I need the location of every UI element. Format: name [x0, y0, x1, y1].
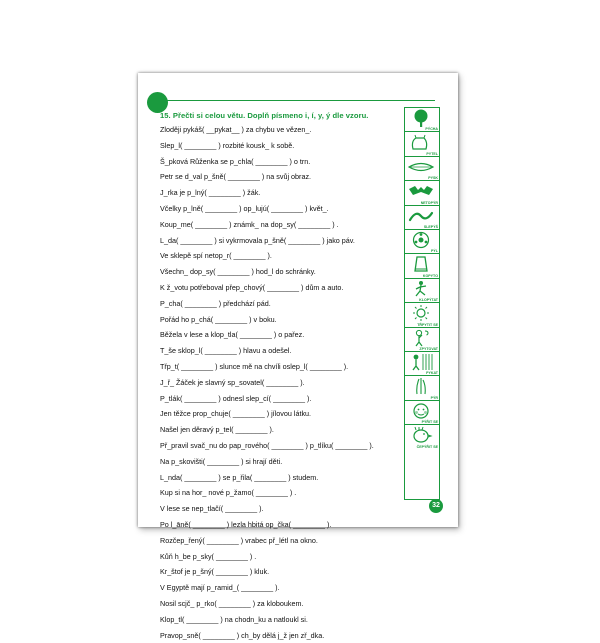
sidebar-item-label: NETOPÝR — [421, 201, 438, 205]
sidebar-item-label: PÝCHA — [425, 127, 438, 131]
sidebar-item — [405, 181, 439, 205]
sidebar-item — [405, 279, 439, 303]
sentence-row: Klop_tl( ________ ) na chodn_ku a natloukl si. — [160, 612, 405, 628]
sentence-row: Ve sklepě spí netop_r( ________ ). — [160, 248, 405, 264]
sentence-row: Na p_skovišti( ________ ) si hrají děti. — [160, 454, 405, 470]
sidebar-item — [405, 254, 439, 278]
sentence-row: P_tlák( ________ ) odnesl slep_cí( ________ ). — [160, 391, 405, 407]
sidebar-item-label: PYTEL — [426, 152, 438, 156]
vyjmenovana-slova-sidebar — [404, 107, 440, 500]
sidebar-item — [405, 425, 439, 449]
sentence-row: Pravop_sně( ________ ) ch_by dělá j_ž jen zř_dka. — [160, 628, 405, 643]
sentence-row: Jen těžce prop_chuje( ________ ) jílovou látku. — [160, 406, 405, 422]
sentence-row: Koup_me( ________ ) známk_ na dop_sy( ________ ) . — [160, 217, 405, 233]
sidebar-item — [405, 401, 439, 425]
sentence-row: Kr_štof je p_šný( ________ ) kluk. — [160, 564, 405, 580]
sidebar-item-label: PÝŘIT SE — [422, 420, 438, 424]
sidebar-item — [405, 352, 439, 376]
exercise-sentences — [160, 122, 405, 643]
sidebar-item-label: ČEPÝŘIT SE — [417, 445, 438, 449]
sentence-row: Š_pková Růženka se p_chla( ________ ) o trn. — [160, 154, 405, 170]
section-dot-icon — [147, 92, 168, 113]
sentence-row: V Egyptě mají p_ramid_( ________ ). — [160, 580, 405, 596]
sentence-row: Třp_t( ________ ) slunce mě na chvíli oslep_l( ________ ). — [160, 359, 405, 375]
sidebar-item — [405, 230, 439, 254]
sentence-row: T_še sklop_l( ________ ) hlavu a odešel. — [160, 343, 405, 359]
sentence-row: Našel jen děravý p_tel( ________ ). — [160, 422, 405, 438]
sentence-row: Běžela v lese a klop_tla( ________ ) o pařez. — [160, 327, 405, 343]
sidebar-item-label: SLEPÝŠ — [424, 225, 438, 229]
sidebar-item-label: PÝL — [431, 249, 438, 253]
sidebar-item-label: PYKAT — [426, 371, 438, 375]
header-rule — [165, 100, 435, 101]
sentence-row: Petr se d_val p_šně( ________ ) na svůj obraz. — [160, 169, 405, 185]
sidebar-item — [405, 328, 439, 352]
sentence-row: Všechn_ dop_sy( ________ ) hod_l do schránky. — [160, 264, 405, 280]
sidebar-item — [405, 303, 439, 327]
sidebar-item — [405, 108, 439, 132]
sidebar-item — [405, 132, 439, 156]
sidebar-item — [405, 206, 439, 230]
sidebar-item-label: KOPYTO — [423, 274, 438, 278]
sentence-row: P_cha( ________ ) předchází pád. — [160, 296, 405, 312]
sidebar-item — [405, 157, 439, 181]
sentence-row: Po l_āně( ________ ) lezla hbitá op_čka( ________ ). — [160, 517, 405, 533]
sentence-row: Rozčep_řený( ________ ) vrabec př_létl na okno. — [160, 533, 405, 549]
sentence-row: Kup si na hor_ nové p_žamo( ________ ) . — [160, 485, 405, 501]
sentence-row: J_ř_ Žáček je slavný sp_sovatel( ________ ). — [160, 375, 405, 391]
sentence-row: J_rka je p_lný( ________ ) žák. — [160, 185, 405, 201]
sidebar-item-label: ZPYTOVAT — [419, 347, 438, 351]
sidebar-item — [405, 376, 439, 400]
page-number: 32 — [429, 499, 443, 513]
sentence-row: V lese se nep_tlačí( ________ ). — [160, 501, 405, 517]
sentence-row: Kůň h_be p_sky( ________ ) . — [160, 549, 405, 565]
sentence-row: Nosil scjč_ p_rko( ________ ) za kloboukem. — [160, 596, 405, 612]
sentence-row: K ž_votu potřeboval přep_chový( ________ ) dům a auto. — [160, 280, 405, 296]
sentence-row: Včelky p_lně( ________ ) op_lujú( ________ ) květ_. — [160, 201, 405, 217]
sidebar-item-label: KLOPÝTAT — [419, 298, 438, 302]
sentence-row: Zloději pykáš( __pykat__ ) za chybu ve vězen_. — [160, 122, 405, 138]
sidebar-item-label: PÝR — [431, 396, 438, 400]
sentence-row: Pořád ho p_chá( ________ ) v boku. — [160, 312, 405, 328]
sentence-row: L_da( ________ ) si vykrmovala p_šně( ________ ) jako páv. — [160, 233, 405, 249]
sentence-row: L_nda( ________ ) se p_řila( ________ ) studem. — [160, 470, 405, 486]
sidebar-item-label: PYSK — [428, 176, 438, 180]
exercise-title: 15. Přečti si celou větu. Doplň písmeno i, í, y, ý dle vzoru. — [160, 111, 368, 120]
sentence-row: Př_pravil svač_nu do pap_rového( ________ ) p_tlíku( ________ ). — [160, 438, 405, 454]
sidebar-item-label: TŘPYTIT SE — [417, 323, 438, 327]
sentence-row: Slep_l( ________ ) rozbité kousk_ k sobě. — [160, 138, 405, 154]
